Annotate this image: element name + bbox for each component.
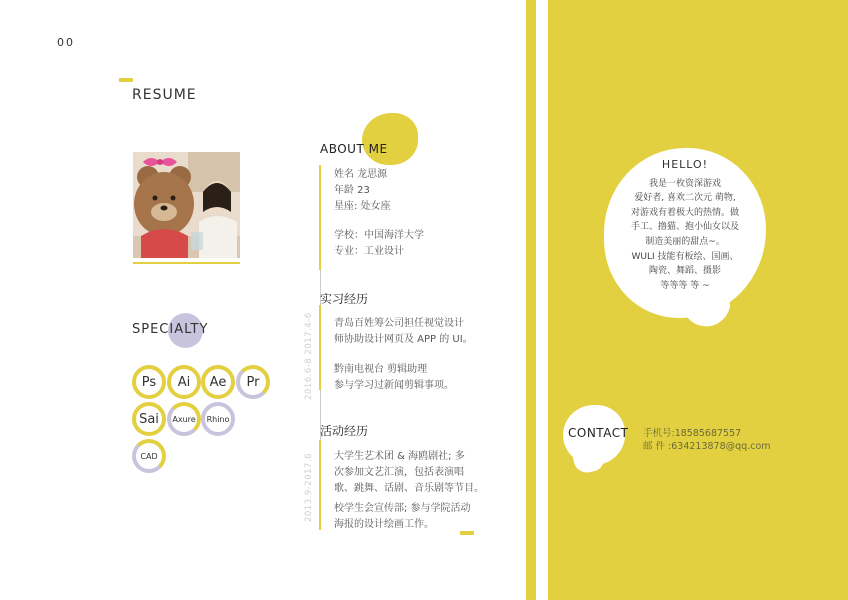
hello-line: 对游戏有着极大的热情。做 [630,207,739,218]
skill-sai: Sai [132,402,166,436]
about-title: ABOUT ME [320,142,388,156]
activities-date: 2013.9-2017.6 [304,452,314,522]
hello-line: 等等等 等 ~ [660,280,710,291]
activity-line: 歌、跳舞、话剧、音乐剧等节目。 [334,483,484,494]
about-info [334,167,424,260]
hello-line: 制造美丽的甜点~。 [645,236,725,247]
skill-pr: Pr [236,365,270,399]
activity-line: 海报的设计绘画工作。 [334,519,434,530]
contact-phone: 手机号:18585687557 [643,428,742,439]
resume-accent-bar [119,78,133,82]
internship-line: 师协助设计网页及 APP 的 UI。 [334,334,473,345]
skill-axure: Axure [167,402,201,436]
skill-cad: CAD [132,439,166,473]
about-major: 专业：工业设计 [334,246,404,257]
timeline-marker-activities [319,440,321,530]
internship-line: 青岛百姓筹公司担任视觉设计 [334,318,464,329]
activities-title: 活动经历 [320,424,369,438]
hello-line: 陶瓷、舞蹈、摄影 [648,266,721,277]
skill-ai: Ai [167,365,201,399]
yellow-band-thin [526,0,536,600]
about-school: 学校：中国海洋大学 [334,230,424,241]
hello-line: WULI 技能有板绘、国画、 [631,251,739,262]
activity-line: 校学生会宣传部; 参与学院活动 [334,503,471,514]
contact-email: 邮 件 :634213878@qq.com [643,441,771,452]
hello-line: 我是一枚资深游戏 [648,178,721,189]
hello-text [604,158,766,293]
internship-date: 2016.6-8 2017.4-6 [304,312,314,400]
skill-ps: Ps [132,365,166,399]
hello-title: HELLO! [661,158,709,171]
hello-line: 爱好者, 喜欢二次元 萌物, [634,193,736,204]
profile-photo-illustration [133,152,240,258]
internship-line: 黔南电视台 剪辑助理 [334,364,428,375]
activity-line: 大学生艺术团 & 海鸥剧社; 多 [334,451,465,462]
skill-ae: Ae [201,365,235,399]
specialty-title: SPECIALTY [132,322,209,337]
about-name: 姓名 龙思源 [334,169,388,180]
skill-rhino: Rhino [201,402,235,436]
contact-info [643,427,771,453]
internship-title: 实习经历 [320,292,369,306]
timeline-marker-internship [319,305,321,390]
about-sign: 星座: 处女座 [334,201,391,212]
about-blob [362,113,418,165]
hello-line: 手工、撸猫、抱小仙女以及 [630,222,739,233]
profile-photo [133,152,240,258]
internship-line: 参与学习过新闻剪辑事项。 [334,380,454,391]
internship-list [334,316,473,394]
timeline-marker-about [319,165,321,270]
page-number: 00 [57,36,75,49]
about-age: 年龄 23 [334,185,370,196]
activities-accent-bar [460,531,474,535]
activities-list [334,449,484,533]
photo-underline [133,262,240,264]
resume-title: RESUME [132,87,197,103]
contact-title: CONTACT [568,426,629,440]
activity-line: 次参加文艺汇演，包括表演唱 [334,467,464,478]
